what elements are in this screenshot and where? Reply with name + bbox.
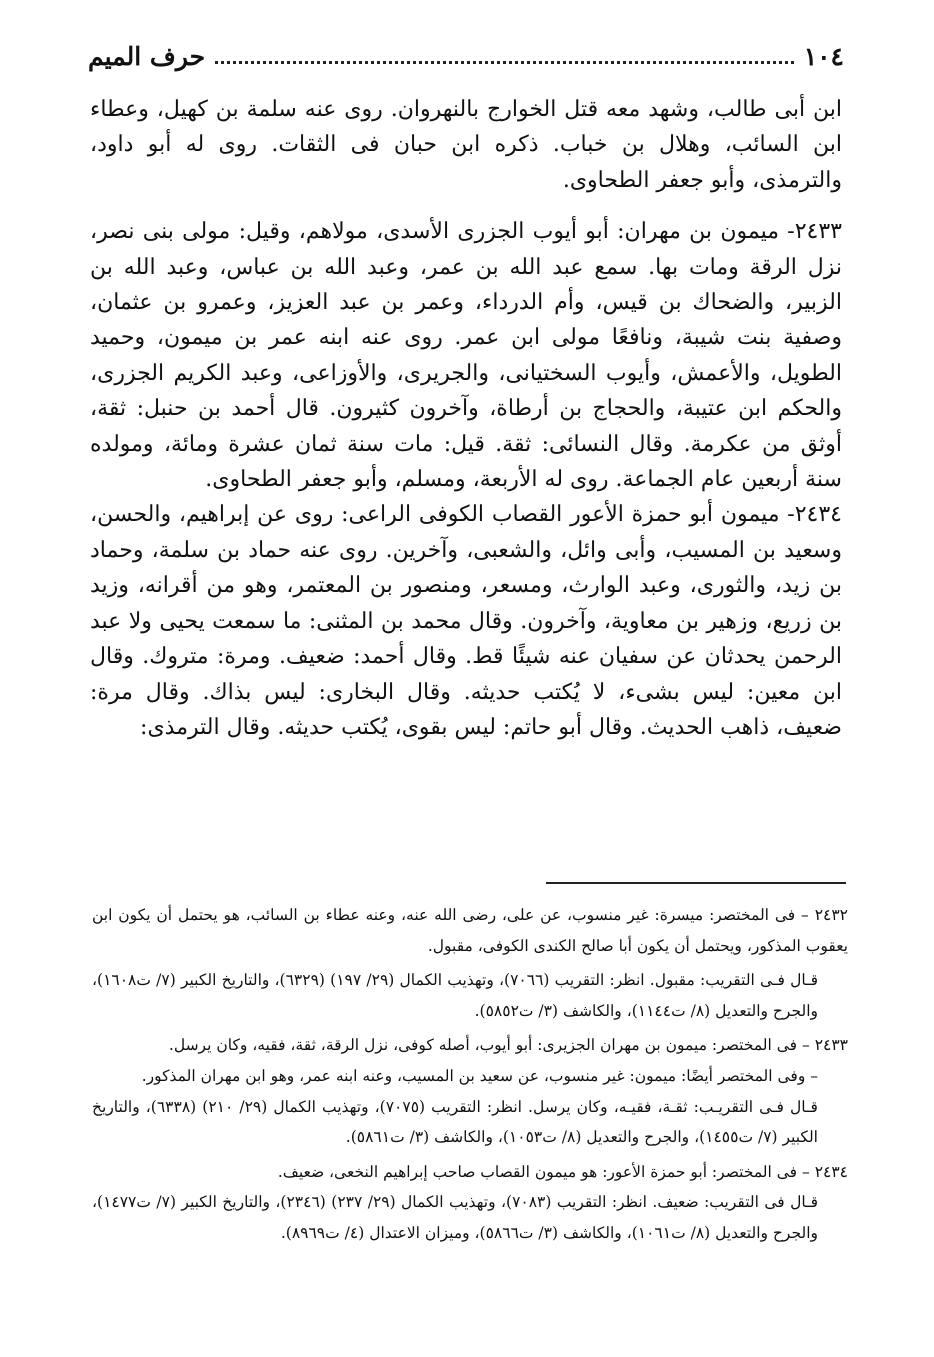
footnote-2434: ٢٤٣٤ – فى المختصر: أبو حمزة الأعور: هو ميمون القصاب صاحب إبراهيم النخعى، ضعيف. — [277, 1162, 848, 1181]
footnote-2432: ٢٤٣٢ – فى المختصر: ميسرة: غير منسوب، عن على، رضى الله عنه، وعنه عطاء بن السائب، هو يحتمل أن يكون ابن يعقوب المذكور، ويحتمل أن يكون أبا صالح الكندى الكوفى، مقبول. — [92, 906, 848, 955]
main-text — [90, 92, 842, 745]
page-header — [88, 38, 844, 74]
footnote-2433: ٢٤٣٣ – فى المختصر: ميمون بن مهران الجزيرى: أبو أيوب، أصله كوفى، نزل الرقة، ثقة، فقيه، وكان يرسل. — [168, 1036, 848, 1055]
footnotes — [92, 900, 848, 1249]
entry-2433: ٢٤٣٣- ميمون بن مهران: أبو أيوب الجزرى الأسدى، مولاهم، وقيل: مولى بنى نصر، نزل الرقة ومات بها. سمع عبد الله بن عمر، وعبد الله بن عباس، وعبد الله بن الزبير، والضحاك بن قيس، وأم الدرداء، وعمر بن عبد العزيز، وعمرو بن عثمان، وصفية بنت شيبة، ونافعًا مولى ابن عمر. روى عنه ابنه عمر بن ميمون، وحميد الطويل، والأعمش، وأيوب السختيانى، والجريرى، والأوزاعى، وعبد الكريم الجزرى، والحكم ابن عتيبة، والحجاج بن أرطاة، وآخرون كثيرون. قال أحمد بن حنبل: ثقة، أوثق من عكرمة. وقال النسائى: ثقة. قيل: مات سنة ثمان عشرة ومائة، ومولده سنة أربعين عام الجماعة. روى له الأربعة، ومسلم، وأبو جعفر الطحاوى. — [90, 219, 842, 493]
paragraph-continuation: ابن أبى طالب، وشهد معه قتل الخوارج بالنهروان. روى عنه سلمة بن كهيل، وعطاء ابن السائب، وهلال بن خباب. ذكره ابن حبان فى الثقات. روى له أبو داود، والترمذى، وأبو جعفر الطحاوى. — [90, 97, 842, 193]
footnote-2433-extra: – وفى المختصر أيضًا: ميمون: غير منسوب، عن سعيد بن المسيب، وعنه ابنه عمر، وهو ابن مهران المذكور. — [141, 1066, 818, 1085]
running-title: حرف الميم — [88, 41, 206, 71]
footnote-separator — [546, 882, 846, 884]
footnote-2434-sources: قـال فى التقريب: ضعيف. انظر: التقريب (٧٠٨٣)، وتهذيب الكمال (٢٩/ ٢٣٧) (٢٣٤٦)، والتاريخ الكبير (٧/ ت١٤٧٧)، والجرح والتعديل (٨/ ت١٠٦١)، والكاشف (٣/ ت٥٨٦٦)، وميزان الاعتدال (٤/ ت٨٩٦٩). — [92, 1193, 819, 1242]
page-number: ١٠٤ — [803, 41, 844, 71]
footnote-2432-sources: قـال فـى التقريب: مقبول. انظر: التقريب (٧٠٦٦)، وتهذيب الكمال (٢٩/ ١٩٧) (٦٣٢٩)، والتاريخ الكبير (٧/ ت١٦٠٨)، والجرح والتعديل (٨/ ت١١٤٤)، والكاشف (٣/ ت٥٨٥٢). — [92, 971, 819, 1020]
header-dotted-leader — [215, 61, 794, 64]
footnote-2433-sources: قـال فـى التقريـب: ثقـة، فقيـه، وكان يرسل. انظر: التقريب (٧٠٧٥)، وتهذيب الكمال (٢٩/ ٢١٠) (٦٣٣٨)، والتاريخ الكبير (٧/ ت١٤٥٥)، والجرح والتعديل (٨/ ت١٠٥٣)، والكاشف (٣/ ت٥٨٦١). — [92, 1097, 818, 1147]
entry-2434: ٢٤٣٤- ميمون أبو حمزة الأعور القصاب الكوفى الراعى: روى عن إبراهيم، والحسن، وسعيد بن المسيب، وأبى وائل، والشعبى، وآخرين. روى عنه حماد بن سلمة، وحماد بن زيد، والثورى، وعبد الوارث، ومسعر، ومنصور بن المعتمر، وهو من أقرانه، وزيد بن زريع، وزهير بن معاوية، وآخرون. وقال محمد بن المثنى: ما سمعت يحيى ولا عبد الرحمن يحدثان عن سفيان عنه شيئًا قط. وقال أحمد: ضعيف. ومرة: متروك. وقال ابن معين: ليس بشىء، لا يُكتب حديثه. وقال البخارى: ليس بذاك. وقال مرة: ضعيف، ذاهب الحديث. وقال أبو حاتم: ليس بقوى، يُكتب حديثه. وقال الترمذى: — [90, 502, 842, 740]
